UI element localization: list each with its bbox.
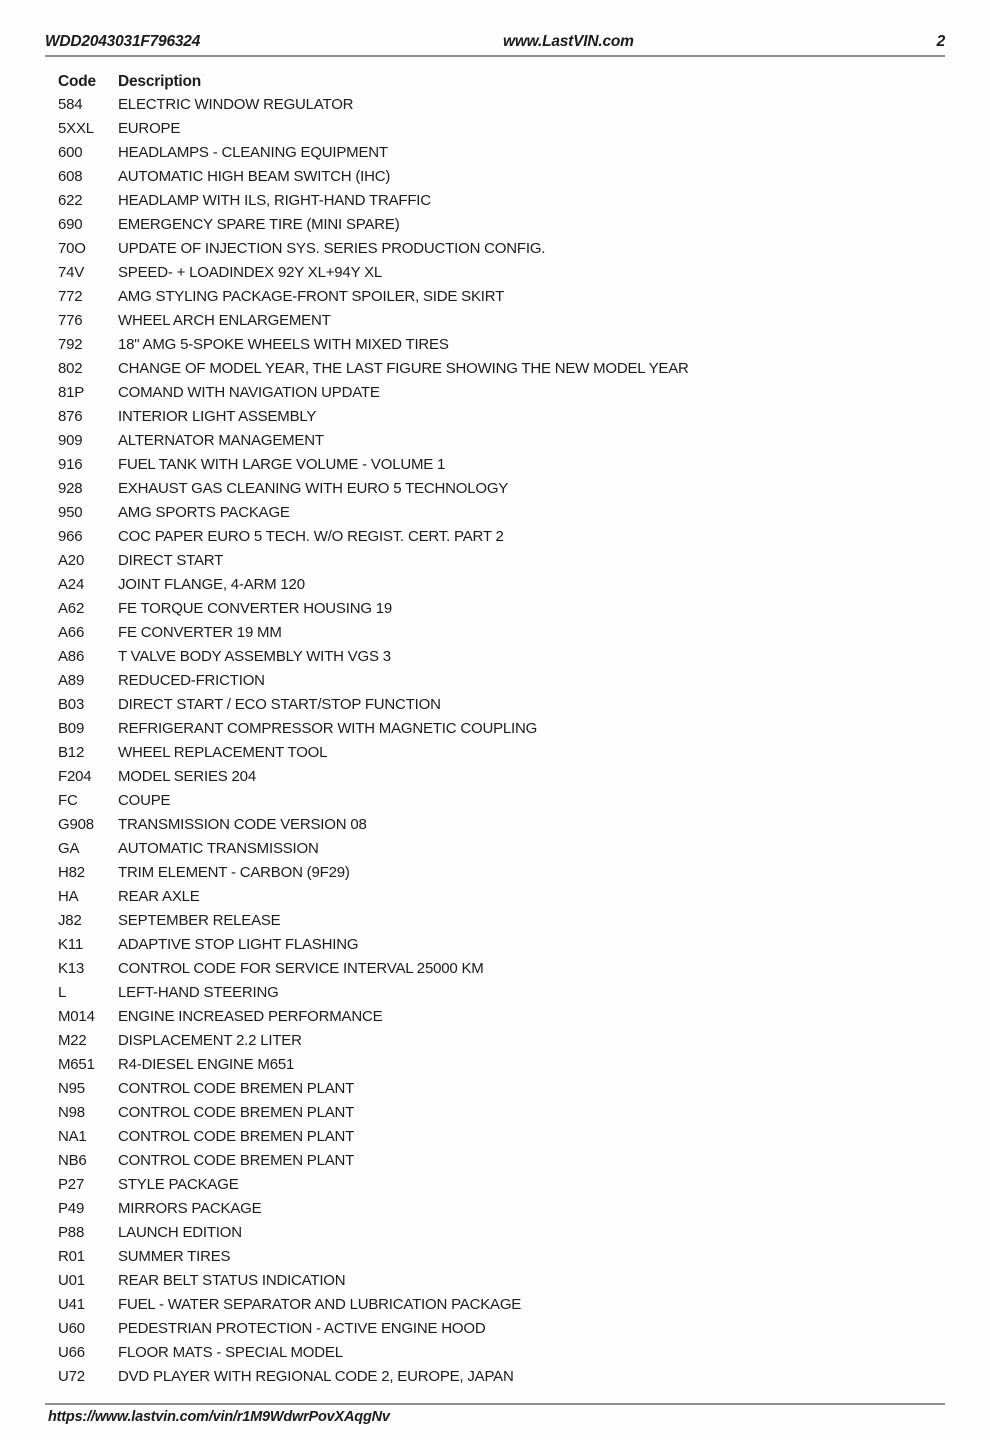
code-cell: NA1: [58, 1128, 87, 1145]
code-cell: NB6: [58, 1152, 87, 1169]
code-cell: R01: [58, 1248, 85, 1265]
description-cell: MIRRORS PACKAGE: [118, 1200, 262, 1217]
table-row: [58, 1149, 950, 1173]
table-header-row: [58, 73, 950, 91]
code-cell: A62: [58, 600, 85, 617]
code-cell: 909: [58, 432, 83, 449]
code-cell: U01: [58, 1272, 85, 1289]
code-cell: N95: [58, 1080, 85, 1097]
description-cell: WHEEL REPLACEMENT TOOL: [118, 744, 328, 761]
table-row: [58, 621, 950, 645]
description-cell: CONTROL CODE BREMEN PLANT: [118, 1104, 355, 1121]
code-column-header: Code: [58, 73, 96, 90]
code-cell: 74V: [58, 264, 85, 281]
table-row: [58, 477, 950, 501]
table-row: [58, 957, 950, 981]
table-row: [58, 141, 950, 165]
description-cell: FUEL TANK WITH LARGE VOLUME - VOLUME 1: [118, 456, 446, 473]
description-cell: MODEL SERIES 204: [118, 768, 256, 785]
description-cell: EXHAUST GAS CLEANING WITH EURO 5 TECHNOLOGY: [118, 480, 509, 497]
code-cell: 81P: [58, 384, 85, 401]
table-row: [58, 429, 950, 453]
description-cell: UPDATE OF INJECTION SYS. SERIES PRODUCTION CONFIG.: [118, 240, 546, 257]
table-row: [58, 1101, 950, 1125]
description-cell: SEPTEMBER RELEASE: [118, 912, 281, 929]
site-url[interactable]: www.LastVIN.com: [502, 33, 634, 50]
code-cell: K11: [58, 936, 83, 953]
description-cell: EMERGENCY SPARE TIRE (MINI SPARE): [118, 216, 400, 233]
footer-divider: [45, 1403, 945, 1405]
description-cell: LEFT-HAND STEERING: [118, 984, 279, 1001]
code-cell: M651: [58, 1056, 95, 1073]
code-cell: P27: [58, 1176, 85, 1193]
code-cell: J82: [58, 912, 82, 929]
description-cell: WHEEL ARCH ENLARGEMENT: [118, 312, 331, 329]
description-cell: COUPE: [118, 792, 171, 809]
description-cell: FE TORQUE CONVERTER HOUSING 19: [118, 600, 393, 617]
table-row: [58, 189, 950, 213]
code-cell: 950: [58, 504, 83, 521]
description-cell: DIRECT START / ECO START/STOP FUNCTION: [118, 696, 441, 713]
table-row: [58, 285, 950, 309]
description-cell: REAR BELT STATUS INDICATION: [118, 1272, 346, 1289]
code-cell: 792: [58, 336, 83, 353]
description-cell: AUTOMATIC TRANSMISSION: [118, 840, 319, 857]
table-row: [58, 453, 950, 477]
table-row: [58, 1029, 950, 1053]
table-row: [58, 1053, 950, 1077]
page-number: 2: [936, 33, 945, 50]
code-cell: A89: [58, 672, 85, 689]
table-row: [58, 357, 950, 381]
table-row: [58, 861, 950, 885]
table-row: [58, 813, 950, 837]
description-cell: FUEL - WATER SEPARATOR AND LUBRICATION PACKAGE: [118, 1296, 522, 1313]
table-row: [58, 1341, 950, 1365]
description-cell: SPEED- + LOADINDEX 92Y XL+94Y XL: [118, 264, 383, 281]
code-cell: 690: [58, 216, 83, 233]
description-cell: CONTROL CODE BREMEN PLANT: [118, 1080, 355, 1097]
table-row: [58, 885, 950, 909]
description-cell: AMG STYLING PACKAGE-FRONT SPOILER, SIDE SKIRT: [118, 288, 505, 305]
table-row: [58, 693, 950, 717]
code-cell: 876: [58, 408, 83, 425]
description-cell: ELECTRIC WINDOW REGULATOR: [118, 96, 354, 113]
code-cell: U60: [58, 1320, 85, 1337]
table-row: [58, 117, 950, 141]
code-cell: L: [58, 984, 67, 1001]
table-row: [58, 501, 950, 525]
table-row: [58, 573, 950, 597]
table-row: [58, 717, 950, 741]
table-row: [58, 1173, 950, 1197]
description-cell: AMG SPORTS PACKAGE: [118, 504, 290, 521]
table-row: [58, 1197, 950, 1221]
code-cell: P88: [58, 1224, 85, 1241]
code-cell: B12: [58, 744, 85, 761]
code-cell: A86: [58, 648, 85, 665]
table-row: [58, 1245, 950, 1269]
code-cell: 772: [58, 288, 83, 305]
table-row: [58, 1077, 950, 1101]
code-cell: M014: [58, 1008, 95, 1025]
description-cell: ENGINE INCREASED PERFORMANCE: [118, 1008, 383, 1025]
codes-table-body: [58, 93, 950, 1389]
code-cell: 966: [58, 528, 83, 545]
code-cell: F204: [58, 768, 92, 785]
description-cell: DISPLACEMENT 2.2 LITER: [118, 1032, 302, 1049]
table-row: [58, 909, 950, 933]
code-cell: A66: [58, 624, 85, 641]
code-cell: G908: [58, 816, 94, 833]
description-cell: T VALVE BODY ASSEMBLY WITH VGS 3: [118, 648, 391, 665]
description-cell: COMAND WITH NAVIGATION UPDATE: [118, 384, 380, 401]
code-cell: FC: [58, 792, 78, 809]
code-cell: B09: [58, 720, 85, 737]
table-row: [58, 837, 950, 861]
code-cell: 70O: [58, 240, 86, 257]
description-cell: FLOOR MATS - SPECIAL MODEL: [118, 1344, 343, 1361]
description-cell: REAR AXLE: [118, 888, 200, 905]
description-cell: TRANSMISSION CODE VERSION 08: [118, 816, 367, 833]
code-cell: HA: [58, 888, 79, 905]
table-row: [58, 789, 950, 813]
description-cell: REFRIGERANT COMPRESSOR WITH MAGNETIC COUPLING: [118, 720, 538, 737]
table-row: [58, 645, 950, 669]
code-cell: 622: [58, 192, 83, 209]
table-row: [58, 1293, 950, 1317]
table-row: [58, 549, 950, 573]
table-row: [58, 1269, 950, 1293]
table-row: [58, 261, 950, 285]
description-cell: PEDESTRIAN PROTECTION - ACTIVE ENGINE HOOD: [118, 1320, 486, 1337]
page-header: [45, 33, 945, 51]
table-row: [58, 309, 950, 333]
table-row: [58, 405, 950, 429]
header-divider: [45, 55, 945, 57]
description-cell: AUTOMATIC HIGH BEAM SWITCH (IHC): [118, 168, 391, 185]
description-cell: 18" AMG 5-SPOKE WHEELS WITH MIXED TIRES: [118, 336, 449, 353]
table-row: [58, 333, 950, 357]
code-cell: 802: [58, 360, 83, 377]
table-row: [58, 93, 950, 117]
table-row: [58, 237, 950, 261]
table-row: [58, 741, 950, 765]
description-cell: REDUCED-FRICTION: [118, 672, 265, 689]
description-cell: ADAPTIVE STOP LIGHT FLASHING: [118, 936, 359, 953]
code-cell: N98: [58, 1104, 85, 1121]
description-cell: INTERIOR LIGHT ASSEMBLY: [118, 408, 317, 425]
description-cell: DVD PLAYER WITH REGIONAL CODE 2, EUROPE, JAPAN: [118, 1368, 514, 1385]
code-cell: A20: [58, 552, 85, 569]
table-row: [58, 1317, 950, 1341]
code-cell: K13: [58, 960, 85, 977]
description-column-header: Description: [118, 73, 202, 90]
table-row: [58, 1365, 950, 1389]
code-cell: 928: [58, 480, 83, 497]
table-row: [58, 933, 950, 957]
code-cell: 916: [58, 456, 83, 473]
description-cell: DIRECT START: [118, 552, 224, 569]
description-cell: R4-DIESEL ENGINE M651: [118, 1056, 295, 1073]
description-cell: SUMMER TIRES: [118, 1248, 231, 1265]
code-cell: 776: [58, 312, 83, 329]
code-cell: 584: [58, 96, 83, 113]
code-cell: P49: [58, 1200, 85, 1217]
description-cell: TRIM ELEMENT - CARBON (9F29): [118, 864, 350, 881]
code-cell: B03: [58, 696, 85, 713]
description-cell: EUROPE: [118, 120, 181, 137]
table-row: [58, 1125, 950, 1149]
vin-number: WDD2043031F796324: [45, 33, 201, 50]
table-row: [58, 1005, 950, 1029]
table-row: [58, 165, 950, 189]
description-cell: CONTROL CODE BREMEN PLANT: [118, 1128, 355, 1145]
code-cell: H82: [58, 864, 85, 881]
code-cell: U41: [58, 1296, 85, 1313]
code-cell: 600: [58, 144, 83, 161]
code-cell: U66: [58, 1344, 85, 1361]
code-cell: A24: [58, 576, 85, 593]
code-cell: GA: [58, 840, 80, 857]
table-row: [58, 597, 950, 621]
description-cell: CONTROL CODE BREMEN PLANT: [118, 1152, 355, 1169]
table-row: [58, 525, 950, 549]
description-cell: LAUNCH EDITION: [118, 1224, 242, 1241]
code-cell: 5XXL: [58, 120, 94, 137]
description-cell: COC PAPER EURO 5 TECH. W/O REGIST. CERT. PART 2: [118, 528, 504, 545]
footer-report-url[interactable]: https://www.lastvin.com/vin/r1M9WdwrPovXAqgNv: [48, 1409, 390, 1425]
table-row: [58, 669, 950, 693]
description-cell: STYLE PACKAGE: [118, 1176, 239, 1193]
description-cell: ALTERNATOR MANAGEMENT: [118, 432, 324, 449]
table-row: [58, 765, 950, 789]
description-cell: HEADLAMP WITH ILS, RIGHT-HAND TRAFFIC: [118, 192, 431, 209]
table-row: [58, 981, 950, 1005]
code-cell: M22: [58, 1032, 87, 1049]
table-row: [58, 213, 950, 237]
description-cell: JOINT FLANGE, 4-ARM 120: [118, 576, 305, 593]
description-cell: FE CONVERTER 19 MM: [118, 624, 282, 641]
code-cell: U72: [58, 1368, 85, 1385]
table-row: [58, 1221, 950, 1245]
code-cell: 608: [58, 168, 83, 185]
description-cell: CONTROL CODE FOR SERVICE INTERVAL 25000 KM: [118, 960, 484, 977]
description-cell: HEADLAMPS - CLEANING EQUIPMENT: [118, 144, 388, 161]
table-row: [58, 381, 950, 405]
description-cell: CHANGE OF MODEL YEAR, THE LAST FIGURE SHOWING THE NEW MODEL YEAR: [118, 360, 689, 377]
